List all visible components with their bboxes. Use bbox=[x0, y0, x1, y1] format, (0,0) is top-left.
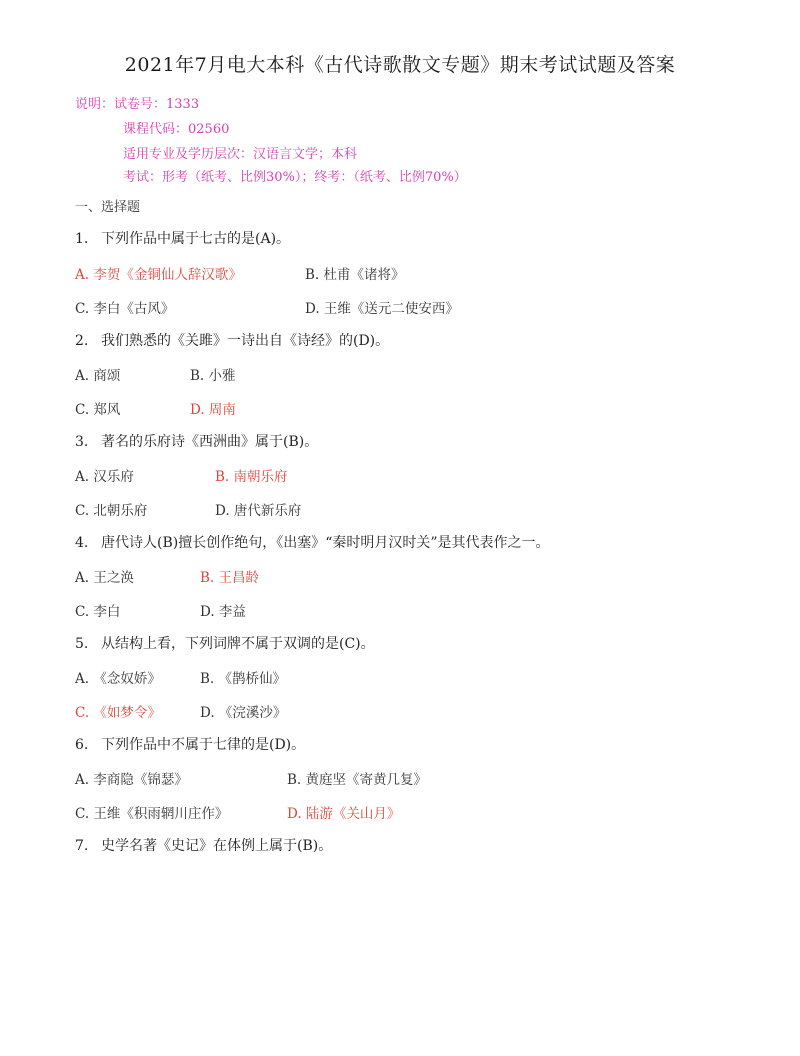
option-5c: C. 《如梦令》 bbox=[75, 705, 161, 721]
option-1d: D. 王维《送元二使安西》 bbox=[305, 301, 459, 317]
question-7 bbox=[75, 835, 332, 855]
question-text: 著名的乐府诗《西洲曲》属于(B)。 bbox=[101, 434, 319, 450]
question-number: 5. bbox=[75, 636, 89, 652]
question-number: 2. bbox=[75, 333, 89, 349]
question-text: 史学名著《史记》在体例上属于(B)。 bbox=[101, 838, 333, 854]
option-2d: D. 周南 bbox=[190, 402, 236, 418]
question-2 bbox=[75, 330, 389, 350]
question-6 bbox=[75, 734, 305, 754]
option-3c: C. 北朝乐府 bbox=[75, 503, 148, 519]
document-title: 2021年7月电大本科《古代诗歌散文专题》期末考试试题及答案 bbox=[124, 54, 676, 76]
question-text: 下列作品中不属于七律的是(D)。 bbox=[101, 737, 306, 753]
option-1c: C. 李白《古风》 bbox=[75, 301, 175, 317]
question-number: 3. bbox=[75, 434, 89, 450]
meta-major-level: 适用专业及学历层次：汉语言文学；本科 bbox=[123, 147, 358, 162]
option-1b: B. 杜甫《诸将》 bbox=[305, 267, 405, 283]
option-4b: B. 王昌龄 bbox=[200, 570, 260, 586]
section-heading: 一、选择题 bbox=[75, 200, 141, 215]
option-6c: C. 王维《积雨辋川庄作》 bbox=[75, 806, 229, 822]
question-4 bbox=[75, 532, 550, 552]
option-5a: A. 《念奴娇》 bbox=[75, 671, 161, 687]
question-number: 1. bbox=[75, 231, 89, 247]
option-4a: A. 王之涣 bbox=[75, 570, 134, 586]
option-5d: D. 《浣溪沙》 bbox=[200, 705, 287, 721]
option-3d: D. 唐代新乐府 bbox=[215, 503, 302, 519]
question-text: 我们熟悉的《关雎》一诗出自《诗经》的(D)。 bbox=[101, 333, 390, 349]
question-text: 下列作品中属于七古的是(A)。 bbox=[101, 231, 291, 247]
meta-exam-ratio: 考试：形考（纸考、比例30%）；终考：（纸考、比例70%） bbox=[123, 170, 467, 185]
question-5 bbox=[75, 633, 375, 653]
option-6b: B. 黄庭坚《寄黄几复》 bbox=[287, 772, 428, 788]
option-6d: D. 陆游《关山月》 bbox=[287, 806, 401, 822]
meta-exam-number: 说明：试卷号：1333 bbox=[75, 97, 200, 112]
option-4c: C. 李白 bbox=[75, 604, 121, 620]
option-6a: A. 李商隐《锦瑟》 bbox=[75, 772, 188, 788]
question-1 bbox=[75, 228, 290, 248]
option-3b: B. 南朝乐府 bbox=[215, 469, 288, 485]
option-2a: A. 商颂 bbox=[75, 368, 121, 384]
question-number: 6. bbox=[75, 737, 89, 753]
option-1a: A. 李贺《金铜仙人辞汉歌》 bbox=[75, 267, 242, 283]
question-text: 从结构上看，下列词牌不属于双调的是(C)。 bbox=[101, 636, 375, 652]
option-4d: D. 李益 bbox=[200, 604, 246, 620]
option-2b: B. 小雅 bbox=[190, 368, 236, 384]
question-text: 唐代诗人(B)擅长创作绝句，《出塞》“秦时明月汉时关”是其代表作之一。 bbox=[101, 535, 550, 551]
question-number: 4. bbox=[75, 535, 89, 551]
question-number: 7. bbox=[75, 838, 89, 854]
option-5b: B. 《鹊桥仙》 bbox=[200, 671, 287, 687]
option-3a: A. 汉乐府 bbox=[75, 469, 134, 485]
meta-course-code: 课程代码：02560 bbox=[123, 122, 230, 137]
question-3 bbox=[75, 431, 318, 451]
option-2c: C. 郑风 bbox=[75, 402, 121, 418]
